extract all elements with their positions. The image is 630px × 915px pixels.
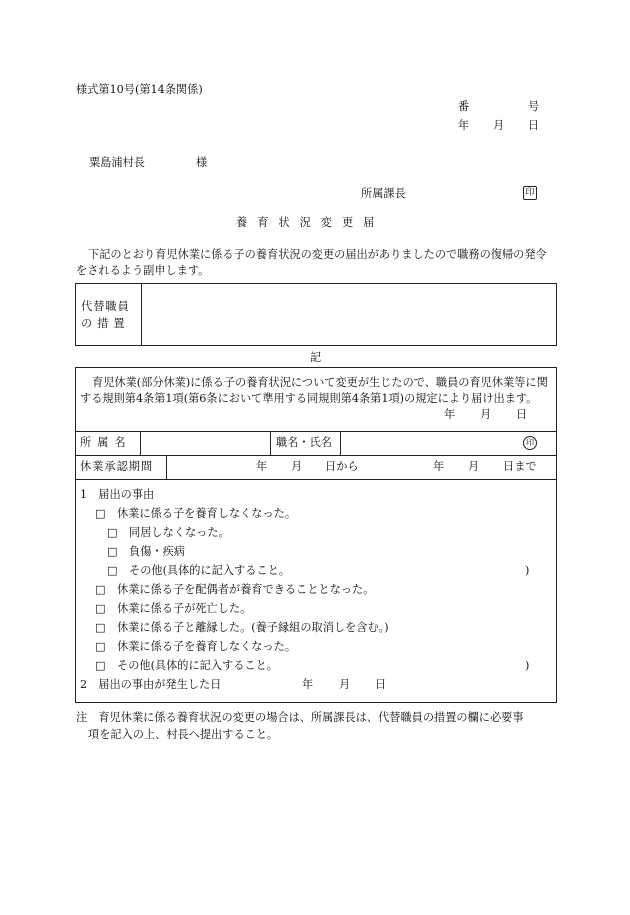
reason-checkbox-3[interactable]: □ [95,602,106,615]
seal-circle-icon: 印 [523,436,537,450]
day-label: 日 [528,119,540,132]
reason-label-6: その他(具体的に記入すること。 [117,659,278,672]
reason-label-1a: 同居しなくなった。 [129,526,230,539]
substitute-label-1: 代替職員 [81,300,130,313]
occurrence-year: 年 [302,678,314,691]
reason-checkbox-5[interactable]: □ [95,640,106,653]
substitute-divider [141,283,142,346]
applicant-seal [523,436,537,450]
declaration-year: 年 [444,408,456,421]
leave-end-month: 月 [468,460,480,473]
reason-checkbox-1b[interactable]: □ [107,545,118,558]
leave-end-year: 年 [433,460,445,473]
reason-checkbox-2[interactable]: □ [95,583,106,596]
form-number: 様式第10号(第14条関係) [76,83,203,96]
leave-divider [166,455,167,479]
reason-checkbox-4[interactable]: □ [95,621,106,634]
leave-start-month: 月 [291,460,303,473]
reason-checkbox-1c[interactable]: □ [107,564,118,577]
occurrence-day: 日 [375,678,387,691]
number-label: 番 [458,100,470,113]
go-label: 号 [528,100,540,113]
reason-label-1b: 負傷・疾病 [129,545,185,558]
reason-label-3: 休業に係る子が死亡した。 [117,602,252,615]
reason-label-1: 休業に係る子を養育しなくなった。 [117,507,297,520]
addressee-honorific: 様 [196,156,208,169]
declaration-day: 日 [516,408,528,421]
leave-start-year: 年 [256,460,268,473]
declaration-text: 育児休業(部分休業)に係る子の養育状況について変更が生じたので、職員の育児休業等に関する規則第4条第1項(第6条において準用する同規則第4条第1項)の規定により届け出ます。 [80,376,548,405]
year-label: 年 [458,119,470,132]
affil-divider-3 [340,431,341,455]
row-divider-2 [75,455,557,456]
occurrence-month: 月 [339,678,351,691]
reason-checkbox-1a[interactable]: □ [107,526,118,539]
leave-start-day: 日から [325,460,359,473]
reason-label-1c: その他(具体的に記入すること。 [129,564,290,577]
row-divider-1 [75,431,557,432]
leave-period-label: 休業承認期間 [80,460,154,473]
reason-checkbox-6[interactable]: □ [95,659,106,672]
occurrence-date-heading: 2 届出の事由が発生した日 [80,678,222,691]
substitute-label-2: の措置 [81,317,130,330]
addressee-name: 粟島浦村長 [89,156,145,169]
note-line-2: 項を記入の上、村長へ提出すること。 [88,728,279,741]
reason-label-5: 休業に係る子を養育しなくなった。 [117,640,297,653]
affil-divider-2 [270,431,271,455]
row-divider-3 [75,479,557,480]
leave-end-day: 日まで [503,460,537,473]
intro-text: 下記のとおり育児休業に係る子の養育状況の変更の届出がありましたので職務の復帰の発令をされるよう副申します。 [76,248,547,277]
page-title: 養育状況変更届 [236,216,385,229]
substitute-box [75,283,557,346]
ki-label: 記 [310,351,322,364]
reason-label-2: 休業に係る子を配偶者が養育できることとなった。 [117,583,375,596]
reason-close-paren-2: ) [525,659,530,672]
seal-icon: 印 [523,186,537,200]
month-label: 月 [493,119,505,132]
title-name-label: 職名・氏名 [276,436,332,449]
reason-checkbox-1[interactable]: □ [95,507,106,520]
note-line-1: 注 育児休業に係る養育状況の変更の場合は、所属課長は、代替職員の措置の欄に必要事 [76,711,524,724]
declaration-month: 月 [480,408,492,421]
reason-label-4: 休業に係る子と離縁した。(養子縁組の取消しを含む。) [117,621,389,634]
section-chief-seal [523,186,537,200]
section-chief-label: 所属課長 [361,187,406,200]
reasons-heading: 1 届出の事由 [80,488,155,501]
affiliation-label: 所属名 [80,436,132,449]
affil-divider-1 [140,431,141,455]
reason-close-paren-1: ) [525,564,530,577]
